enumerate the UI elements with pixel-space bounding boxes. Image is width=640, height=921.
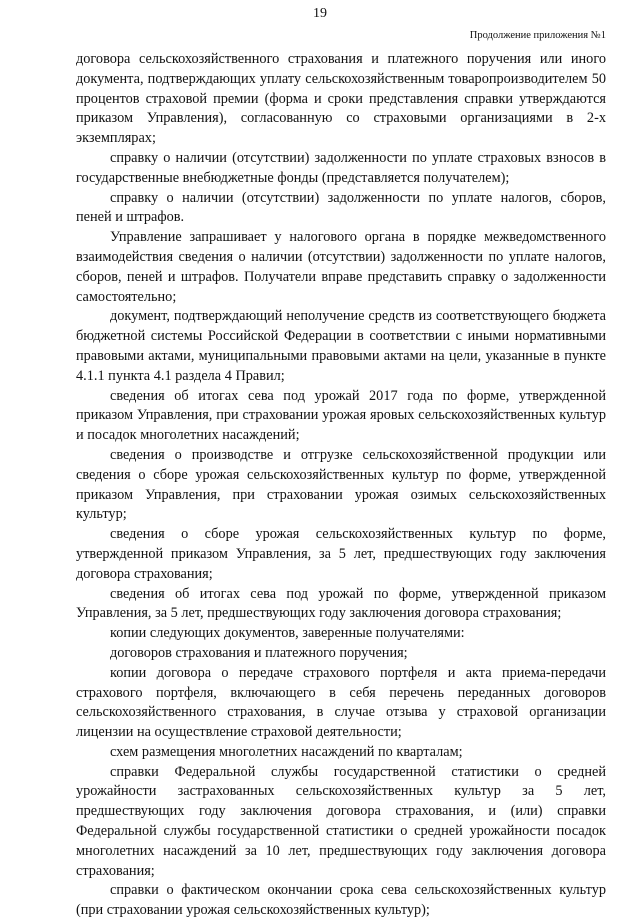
paragraph-3: справку о наличии (отсутствии) задолженности по уплате налогов, сборов, пеней и штрафов. xyxy=(76,189,606,226)
paragraph-14: справки Федеральной службы государственной статистики о средней урожайности застрахованных сельскохозяйственных культур за 5 лет, предшествующих году заключения договора страхования, и (или) справки Федеральной службы государственной статистики о средней урожайности посадок многолетних насаждений за 10 лет, предшествующих году заключения договора страхования; xyxy=(76,763,606,879)
page-number: 19 xyxy=(313,6,327,21)
paragraph-2: справку о наличии (отсутствии) задолженности по уплате страховых взносов в государственные внебюджетные фонды (представляется получателем); xyxy=(76,149,606,186)
paragraph-12: копии договора о передаче страхового портфеля и акта приема-передачи страхового портфеля, включающего в себя перечень переданных договоров сельскохозяйственного страхования, в случае отзыва у страховой организации лицензии на осуществление страховой деятельности; xyxy=(76,664,606,741)
paragraph-11: договоров страхования и платежного поручения; xyxy=(110,644,408,661)
appendix-continuation-note: Продолжение приложения №1 xyxy=(469,30,606,41)
paragraph-10: копии следующих документов, заверенные получателями: xyxy=(110,625,465,642)
paragraph-8: сведения о сборе урожая сельскохозяйственных культур по форме, утвержденной приказом Управления, за 5 лет, предшествующих году заключения договора страхования; xyxy=(76,526,606,582)
paragraph-15: справки о фактическом окончании срока сева сельскохозяйственных культур (при страховании урожая сельскохозяйственных культур); xyxy=(76,882,606,919)
document-body xyxy=(76,50,606,921)
paragraph-7: сведения о производстве и отгрузке сельскохозяйственной продукции или сведения о сборе урожая сельскохозяйственных культур по форме, утвержденной приказом Управления, при страховании урожая озимых сельскохозяйственных культур; xyxy=(76,446,606,523)
paragraph-13: схем размещения многолетних насаждений по кварталам; xyxy=(110,743,463,760)
paragraph-5: документ, подтверждающий неполучение средств из соответствующего бюджета бюджетной системы Российской Федерации в соответствии с иными нормативными правовыми актами, муниципальными правовыми актами на цели, указанные в пункте 4.1.1 пункта 4.1 раздела 4 Правил; xyxy=(76,308,606,384)
paragraph-6: сведения об итогах сева под урожай 2017 года по форме, утвержденной приказом Управления, при страховании урожая яровых сельскохозяйственных культур и посадок многолетних насаждений; xyxy=(76,387,606,444)
paragraph-4: Управление запрашивает у налогового органа в порядке межведомственного взаимодействия сведения о наличии (отсутствии) задолженности по уплате налогов, сборов, пеней и штрафов. Получатели вправе представить справку о задолженности самостоятельно; xyxy=(76,229,606,305)
paragraph-9: сведения об итогах сева под урожай по форме, утвержденной приказом Управления, за 5 лет, предшествующих году заключения договора страхования; xyxy=(76,585,606,622)
paragraph-1: договора сельскохозяйственного страхования и платежного поручения или иного документа, подтверждающих уплату сельскохозяйственным товаропроизводителем 50 процентов страховой премии (форма и сроки представления справки утверждаются приказом Управления), согласованную со страховыми организациями в 2-х экземплярах; xyxy=(76,51,606,147)
